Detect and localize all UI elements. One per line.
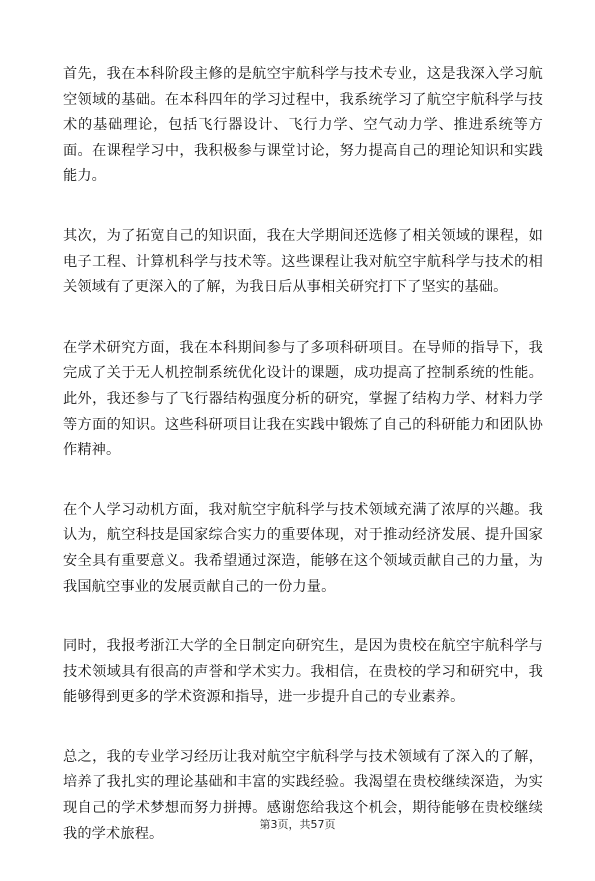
paragraph-1: 首先，我在本科阶段主修的是航空宇航科学与技术专业，这是我深入学习航空领域的基础。在本科四年的学习过程中，我系统学习了航空宇航科学与技术的基础理论，包括飞行器设计、飞行力学、空气动力学、推进系统等方面。在课程学习中，我积极参与课堂讨论，努力提高自己的理论知识和实践能力。 [63, 66, 543, 185]
document-body [63, 62, 543, 881]
paragraph-3: 在学术研究方面，我在本科期间参与了多项科研项目。在导师的指导下，我完成了关于无人机控制系统优化设计的课题，成功提高了控制系统的性能。此外，我还参与了飞行器结构强度分析的研究，掌握了结构力学、材料力学等方面的知识。这些科研项目让我在实践中锻炼了自己的科研能力和团队协作精神。 [63, 339, 543, 459]
page-number-footer: 第3页，共57页 [259, 818, 336, 831]
paragraph-5: 同时，我报考浙江大学的全日制定向研究生，是因为贵校在航空宇航科学与技术领域具有很高的声誉和学术实力。我相信，在贵校的学习和研究中，我能够得到更多的学术资源和指导，进一步提升自己的专业素养。 [63, 638, 543, 706]
paragraph-2: 其次，为了拓宽自己的知识面，我在大学期间还选修了相关领域的课程，如电子工程、计算机科学与技术等。这些课程让我对航空宇航科学与技术的相关领域有了更深入的了解，为我日后从事相关研究打下了坚实的基础。 [63, 227, 543, 296]
paragraph-4: 在个人学习动机方面，我对航空宇航科学与技术领域充满了浓厚的兴趣。我认为，航空科技是国家综合实力的重要体现，对于推动经济发展、提升国家安全具有重要意义。我希望通过深造，能够在这个领域贡献自己的力量，为我国航空事业的发展贡献自己的一份力量。 [63, 501, 543, 595]
paragraph-6: 总之，我的专业学习经历让我对航空宇航科学与技术领域有了深入的了解，培养了我扎实的理论基础和丰富的实践经验。我渴望在贵校继续深造，为实现自己的学术梦想而努力拼搏。感谢您给我这个机会，期待能够在贵校继续我的学术旅程。 [63, 748, 543, 842]
